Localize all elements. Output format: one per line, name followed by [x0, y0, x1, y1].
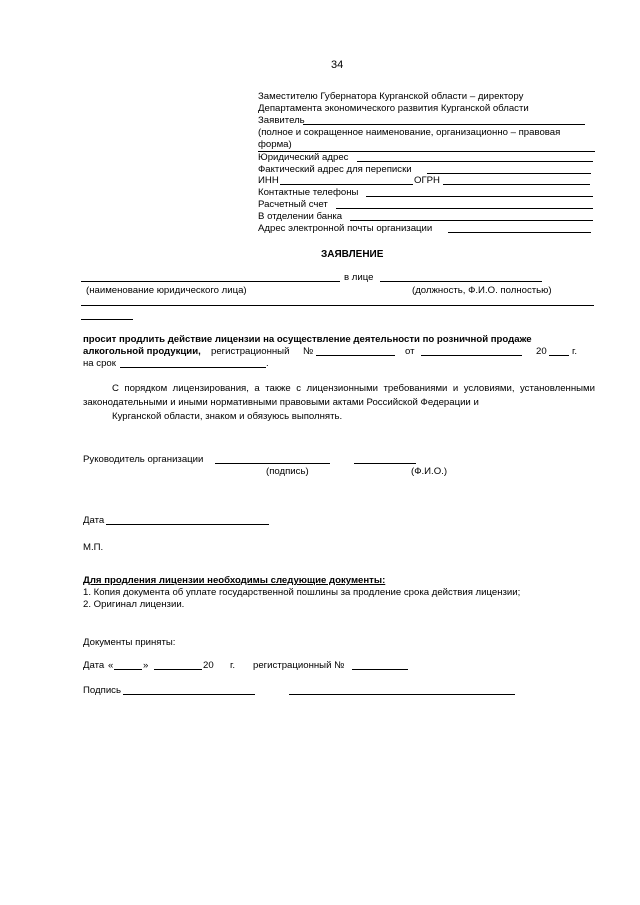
statement-text: С порядком лицензирования, а также с лицензионными требованиями и условиями, установленными законодательными и иными нормативными правовыми актами Российской Федерации и — [83, 383, 595, 408]
accepted-reg-field[interactable] — [352, 669, 408, 670]
legal-address-field[interactable] — [357, 161, 593, 162]
accepted-signature-field[interactable] — [123, 694, 255, 695]
ogrn-label: ОГРН — [414, 175, 440, 186]
bank-label: В отделении банка — [258, 211, 343, 222]
sign-hint: (подпись) — [266, 466, 309, 477]
quote-close: » — [143, 660, 149, 671]
year-prefix: 20 — [536, 346, 547, 357]
head-signature-field[interactable] — [215, 463, 330, 464]
statement-paragraph — [83, 382, 595, 424]
accepted-name-field[interactable] — [289, 694, 515, 695]
applicant-field[interactable] — [303, 124, 585, 125]
accepted-reg-label: регистрационный № — [253, 660, 345, 671]
license-date-field[interactable] — [421, 355, 522, 356]
email-label: Адрес электронной почты организации — [258, 223, 433, 234]
request-line-2-bold: алкогольной продукции, — [83, 346, 201, 357]
accepted-label: Документы приняты: — [83, 637, 176, 648]
documents-item-1: 1. Копия документа об уплате государственной пошлины за продление срока действия лицензии; — [83, 587, 521, 598]
document-title: ЗАЯВЛЕНИЕ — [321, 249, 384, 260]
addressee-line-1: Заместителю Губернатора Курганской области – директору — [258, 91, 524, 102]
account-field[interactable] — [336, 208, 593, 209]
full-name-hint-1: (полное и сокращенное наименование, организационно – правовая — [258, 127, 561, 138]
accepted-month-field[interactable] — [154, 669, 202, 670]
number-sign: № — [303, 346, 314, 357]
actual-address-field[interactable] — [427, 173, 591, 174]
accepted-year: 20 — [203, 660, 214, 671]
actual-address-label: Фактический адрес для переписки — [258, 164, 412, 175]
phones-field[interactable] — [366, 196, 593, 197]
ogrn-field[interactable] — [443, 184, 590, 185]
documents-heading: Для продления лицензии необходимы следующие документы: — [83, 575, 386, 586]
license-number-field[interactable] — [316, 355, 395, 356]
documents-item-2: 2. Оригинал лицензии. — [83, 599, 185, 610]
from-label: от — [405, 346, 415, 357]
inn-label: ИНН — [258, 175, 279, 186]
accepted-day-field[interactable] — [114, 669, 142, 670]
accepted-signature-label: Подпись — [83, 685, 121, 696]
person-field[interactable] — [380, 281, 542, 282]
entity-extra-line-2[interactable] — [81, 319, 133, 320]
quote-open: « — [108, 660, 114, 671]
term-field[interactable] — [120, 367, 266, 368]
request-line-1: просит продлить действие лицензии на осуществление деятельности по розничной продаже — [83, 334, 532, 345]
statement-text-last: Курганской области, знаком и обязуюсь выполнять. — [112, 411, 343, 422]
account-label: Расчетный счет — [258, 199, 328, 210]
accepted-year-suffix: г. — [230, 660, 235, 671]
year-suffix: г. — [572, 346, 577, 357]
position-hint: (должность, Ф.И.О. полностью) — [412, 285, 552, 296]
name-hint: (Ф.И.О.) — [411, 466, 448, 477]
head-label: Руководитель организации — [83, 454, 204, 465]
year-field[interactable] — [549, 355, 569, 356]
head-name-field[interactable] — [354, 463, 416, 464]
stamp-label: М.П. — [83, 542, 104, 553]
page-number: 34 — [331, 59, 344, 71]
inn-field[interactable] — [280, 184, 413, 185]
accepted-date-label: Дата — [83, 660, 105, 671]
entity-hint: (наименование юридического лица) — [86, 285, 247, 296]
registration-label: регистрационный — [211, 346, 290, 357]
date-field[interactable] — [106, 524, 269, 525]
email-field[interactable] — [448, 232, 591, 233]
in-person-label: в лице — [344, 272, 374, 283]
addressee-line-2: Департамента экономического развития Курганской области — [258, 103, 529, 114]
term-label: на срок — [83, 358, 116, 369]
entity-extra-line[interactable] — [81, 305, 594, 306]
phones-label: Контактные телефоны — [258, 187, 359, 198]
full-name-hint-2: форма) — [258, 139, 292, 150]
term-dot: . — [266, 358, 269, 369]
bank-field[interactable] — [350, 220, 593, 221]
date-label: Дата — [83, 515, 105, 526]
entity-name-field[interactable] — [81, 281, 340, 282]
applicant-label: Заявитель — [258, 115, 305, 126]
legal-address-label: Юридический адрес — [258, 152, 349, 163]
